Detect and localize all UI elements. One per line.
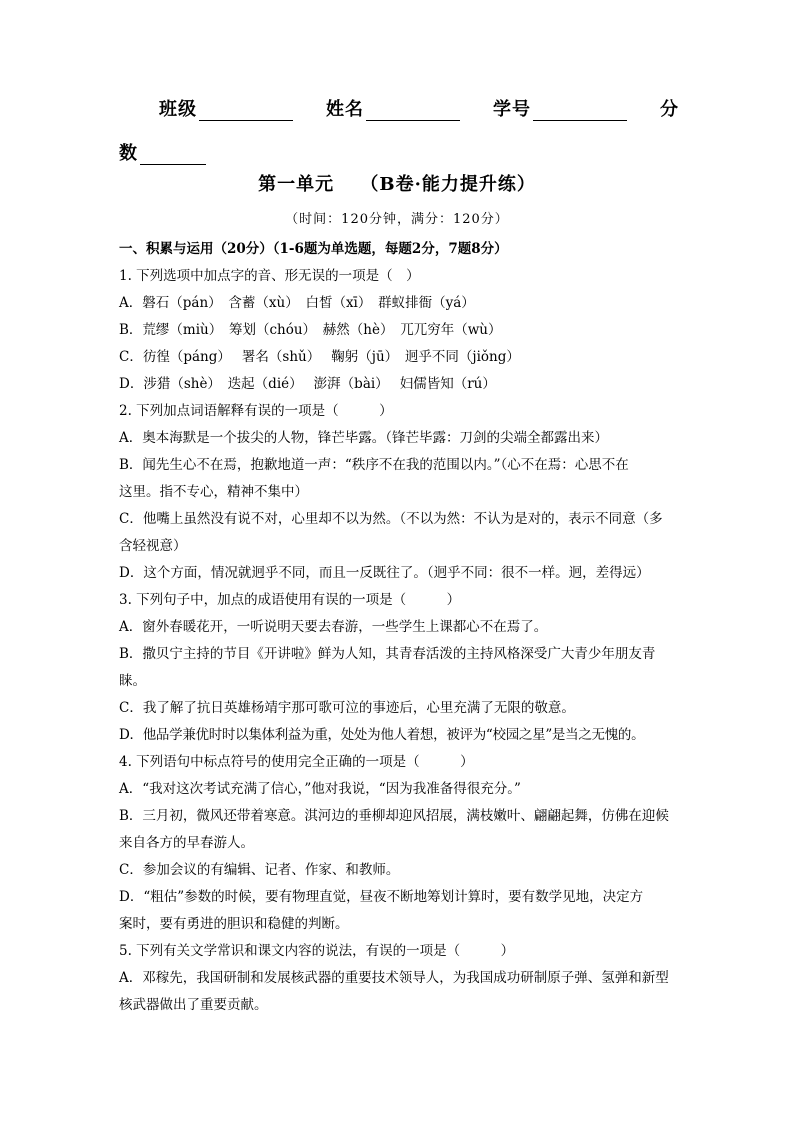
- score-blank[interactable]: [140, 146, 206, 165]
- exam-body: [119, 236, 675, 1019]
- option-c-continued: 含轻视意）: [119, 538, 187, 554]
- class-label: 班级: [159, 99, 197, 120]
- option-c: C．我了解了抗日英雄杨靖宇那可歌可泣的事迹后，心里充满了无限的敬意。: [119, 700, 575, 716]
- page-title: 第一单元 （B卷·能力提升练）: [258, 174, 536, 195]
- question-stem: 2. 下列加点词语解释有误的一项是（ ）: [119, 403, 393, 419]
- option-b: B．撒贝宁主持的节目《开讲啦》鲜为人知，其青春活泼的主持风格深受广大青少年朋友青: [119, 646, 656, 662]
- score-field: [119, 139, 679, 165]
- name-blank[interactable]: [366, 102, 460, 121]
- question-2: [119, 398, 675, 587]
- student-id-field: [493, 95, 627, 121]
- option-d-continued: 案时，要有勇进的胆识和稳健的判断。: [119, 916, 349, 932]
- option-c: C．参加会议的有编辑、记者、作家、和教师。: [119, 862, 400, 878]
- score-label-part2: 数: [119, 143, 138, 164]
- question-5: [119, 938, 675, 1019]
- option-b-continued: 睐。: [119, 673, 146, 689]
- question-4: [119, 749, 675, 938]
- question-1: [119, 263, 675, 398]
- option-a-continued: 核武器做出了重要贡献。: [119, 997, 268, 1013]
- student-info-header: [119, 95, 679, 165]
- name-label: 姓名: [326, 99, 364, 120]
- option-b-continued: 来自各方的早春游人。: [119, 835, 254, 851]
- option-a: A．奥本海默是一个拔尖的人物，锋芒毕露。（锋芒毕露：刀剑的尖端全都露出来）: [119, 430, 608, 446]
- section-heading: 一、积累与运用（20分）（1-6题为单选题，每题2分，7题8分）: [119, 241, 508, 257]
- option-a: A．磐石（pán） 含蓄（xù） 白皙（xī） 群蚁排衙（yá）: [119, 295, 475, 311]
- class-blank[interactable]: [199, 102, 293, 121]
- class-field: [159, 95, 293, 121]
- option-d: D．涉猎（shè） 迭起（dié） 澎湃（bài） 妇儒皆知（rú）: [119, 376, 496, 392]
- name-field: [326, 95, 460, 121]
- student-id-blank[interactable]: [533, 102, 627, 121]
- student-id-label: 学号: [493, 99, 531, 120]
- exam-time-info: （时间：120分钟，满分：120分）: [285, 212, 509, 227]
- option-a: A．窗外春暖花开，一听说明天要去春游，一些学生上课都心不在焉了。: [119, 619, 548, 635]
- option-b-continued: 这里。指不专心，精神不集中）: [119, 484, 308, 500]
- option-b: B．三月初，微风还带着寒意。淇河边的垂柳却迎风招展，满枝嫩叶、翩翩起舞，仿佛在迎候: [119, 808, 669, 824]
- option-a: A．“我对这次考试充满了信心，”他对我说，“因为我准备得很充分。”: [119, 781, 521, 797]
- question-stem: 1. 下列选项中加点字的音、形无误的一项是（ ）: [119, 268, 420, 284]
- option-a: A．邓稼先，我国研制和发展核武器的重要技术领导人，为我国成功研制原子弹、氢弹和新型: [119, 970, 669, 986]
- option-b: B．闻先生心不在焉，抱歉地道一声：“秩序不在我的范围以内。”（心不在焉：心思不在: [119, 457, 629, 473]
- option-d: D．“粗估”参数的时候，要有物理直觉，昼夜不断地筹划计算时，要有数学见地，决定方: [119, 889, 644, 905]
- question-stem: 5. 下列有关文学常识和课文内容的说法，有误的一项是（ ）: [119, 943, 515, 959]
- question-stem: 4. 下列语句中标点符号的使用完全正确的一项是（ ）: [119, 754, 474, 770]
- option-d: D．这个方面，情况就迥乎不同，而且一反既往了。（迥乎不同：很不一样。迥，差得远）: [119, 565, 650, 581]
- option-c: C．他嘴上虽然没有说不对，心里却不以为然。（不以为然：不认为是对的，表示不同意（多: [119, 511, 663, 527]
- option-d: D．他品学兼优时时以集体利益为重，处处为他人着想，被评为“校园之星”是当之无愧的。: [119, 727, 645, 743]
- question-stem: 3. 下列句子中，加点的成语使用有误的一项是（ ）: [119, 592, 461, 608]
- score-label-part1: 分: [660, 99, 679, 120]
- question-3: [119, 587, 675, 749]
- option-b: B．荒缪（miù） 筹划（chóu） 赫然（hè） 兀兀穷年（wù）: [119, 322, 502, 338]
- option-c: C．彷徨（páng） 署名（shǔ） 鞠躬（jū） 迥乎不同（jiǒng）: [119, 349, 520, 365]
